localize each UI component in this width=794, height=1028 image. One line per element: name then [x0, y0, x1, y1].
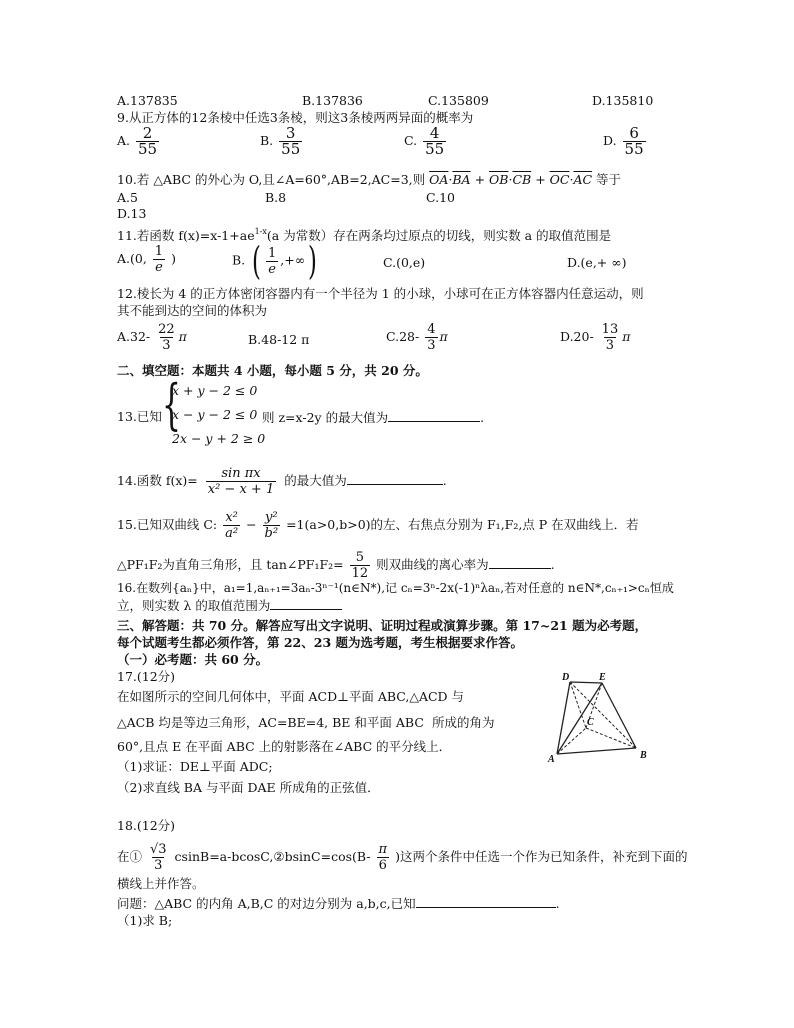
- label-a: A: [548, 754, 555, 765]
- edge-db: [570, 682, 636, 748]
- q18-line1: 在① $\frac{√3}{3}$ csinB=a-bcosC,②bsinC=cos(B- $\frac{\pi}{6}$ )这两个条件中任选一个作为已知条件，补充到下面的: [117, 842, 688, 873]
- q17-geometry-figure: [540, 668, 660, 766]
- q10-option-d: D.13: [117, 206, 147, 221]
- label-b: B: [640, 750, 647, 761]
- q9-option-b: B. $\frac{3}{55}$: [260, 124, 301, 158]
- q13-constraint-2: x − y − 2 ≤ 0: [172, 407, 258, 422]
- q8-option-d: D.135810: [592, 93, 654, 108]
- q18-heading: 18.(12分): [117, 818, 176, 833]
- q8-option-b: B.137836: [302, 93, 363, 108]
- q8-option-a: A.137835: [117, 93, 178, 108]
- edge-de: [570, 682, 602, 683]
- q17-line2b: 所成的角为: [432, 715, 495, 730]
- q9-stem: 9.从正方体的12条棱中任选3条棱，则这3条棱两两异面的概率为: [117, 110, 474, 125]
- label-c: C: [587, 717, 594, 728]
- q15-line2: △PF₁F₂为直角三角形，且 tan∠PF₁F₂= $\frac{5}{12}$ 则双曲线的离心率为 .: [117, 550, 555, 581]
- q16-line2: 立，则实数 λ 的取值范围为: [117, 597, 342, 614]
- q14-question: 14.函数 f(x)= $\frac{\text{sin πx}}{\text{x² − x + 1}}$ 的最大值为 .: [117, 466, 447, 497]
- q9-option-c: C. $\frac{4}{55}$: [404, 124, 445, 158]
- q17-line3: 60°,且点 E 在平面 ABC 上的射影落在∠ABC 的平分线上．: [117, 739, 452, 754]
- section-3-line3: （一）必考题：共 60 分。: [117, 652, 269, 667]
- q16-line1: 16.在数列{aₙ}中，a₁=1,aₙ₊₁=3aₙ-3ⁿ⁻¹(n∈N*),记 cₙ=3ⁿ-2x(-1)ⁿλaₙ,若对任意的 n∈N*,cₙ₊₁>cₙ恒成: [117, 581, 674, 595]
- q13-question: 则 z=x-2y 的最大值为 .: [262, 410, 485, 425]
- q10-option-a: A.5: [117, 190, 138, 205]
- q12-option-b: B.48-12 π: [248, 332, 310, 347]
- q18-line3: 问题：△ABC 的内角 A,B,C 的对边分别为 a,b,c,已知 .: [117, 896, 560, 911]
- q9-option-d: D. $\frac{6}{55}$: [603, 124, 644, 158]
- q18-part1: （1)求 B;: [117, 913, 173, 928]
- q12-line2: 其不能到达的空间的体积为: [117, 303, 268, 318]
- q12-option-c: C.28- $\frac{4}{3}$ π: [386, 322, 448, 353]
- q12-option-a: A.32- $\frac{22}{3}$ π: [117, 322, 187, 353]
- q10-option-c: C.10: [426, 190, 455, 205]
- q15-line1: 15.已知双曲线 C: $\frac{\text{x²}}{\text{a²}}$ − $\frac{\text{y²}}{\text{b²}}$ =1(a>0,b>0)的左、右焦点分别为 F₁,F₂,点 P 在双曲线上．若: [117, 510, 639, 541]
- q18-line2: 横线上并作答。: [117, 876, 205, 891]
- q12-line1: 12.棱长为 4 的正方体密闭容器内有一个半径为 1 的小球，小球可在正方体容器内任意运动，则: [117, 286, 644, 301]
- q8-option-c: C.135809: [428, 93, 489, 108]
- edge-cb: [586, 728, 636, 748]
- q13-constraint-3: 2x − y + 2 ≥ 0: [172, 431, 266, 446]
- q12-option-d: D.20- $\frac{13}{3}$ π: [560, 322, 631, 353]
- q11-option-c: C.(0,e): [383, 255, 426, 270]
- q11-option-d: D.(e,+ ∞): [567, 255, 627, 270]
- q10-stem: 10.若 △ABC 的外心为 O,且∠A=60°,AB=2,AC=3,则 $\overline{OA}\cdot\overline{BA} + \overline{OB}\cdot\overline{CB} + \overline{OC}\cdot\overline{AC}$ 等于: [117, 172, 622, 187]
- label-d: D: [562, 672, 570, 683]
- q17-part2: （2)求直线 BA 与平面 DAE 所成角的正弦值．: [117, 780, 380, 795]
- q11-option-a: A.(0, $\frac{1}{e}$ ): [117, 244, 176, 275]
- q9-option-a: A. $\frac{2}{55}$: [117, 124, 158, 158]
- q10-option-b: B.8: [265, 190, 287, 205]
- section-2-heading: 二、填空题：本题共 4 小题，每小题 5 分，共 20 分。: [117, 363, 428, 378]
- edge-ab: [557, 748, 636, 754]
- q17-line2a: △ACB 均是等边三角形，AC=BE=4, BE 和平面 ABC: [117, 715, 424, 730]
- section-3-line1: 三、解答题：共 70 分。解答应写出文字说明、证明过程或演算步骤。第 17~21 题为必考题，: [117, 618, 648, 633]
- q17-part1: （1)求证：DE⊥平面 ADC;: [117, 759, 273, 774]
- q17-line1: 在如图所示的空间几何体中，平面 ACD⊥平面 ABC,△ACD 与: [117, 689, 465, 704]
- q11-stem: 11.若函数 $f(x)=x-1+ae^{1-x}(a$ 为常数）存在两条均过原点的切线，则实数 a 的取值范围是: [117, 227, 612, 243]
- label-e: E: [599, 672, 606, 683]
- q17-heading: 17.(12分): [117, 669, 176, 684]
- edge-eb: [602, 683, 636, 748]
- section-3-line2: 每个试题考生都必须作答，第 22、23 题为选考题，考生根据要求作答。: [117, 635, 523, 650]
- q13-brace: {: [162, 373, 181, 436]
- q11-option-b: B. ( $\frac{1}{e}$ ,+∞): [232, 239, 318, 283]
- q13-constraint-1: x + y − 2 ≤ 0: [172, 383, 258, 398]
- q13-prefix: 13.已知: [117, 409, 162, 424]
